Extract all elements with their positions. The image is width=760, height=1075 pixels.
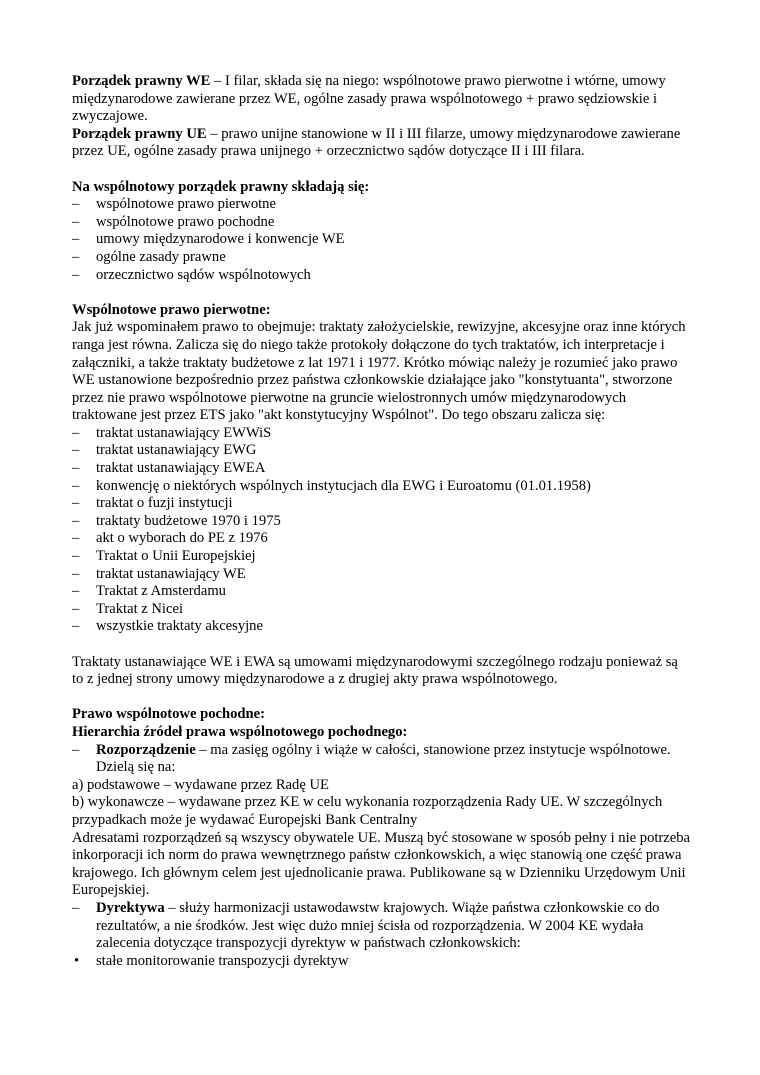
- list-item-text: Traktat z Nicei: [96, 600, 183, 617]
- transposition-list: [72, 953, 692, 971]
- list-item: [72, 566, 692, 584]
- bullet-marker: •: [74, 952, 80, 969]
- dash-marker: –: [72, 196, 80, 213]
- heading-primary-law: [72, 302, 692, 320]
- list-item: [72, 231, 692, 249]
- definition-porzadek-we: – I filar, składa się na niego: wspólnotowe prawo pierwotne i wtórne, umowy międzynarodowe zawierane przez WE, ogólne zasady prawa wspólnotowego + prawo sędziowskie i zwyczajowe.: [72, 73, 666, 125]
- dash-marker: –: [72, 266, 80, 283]
- dash-marker: –: [72, 899, 80, 916]
- list-item: [72, 442, 692, 460]
- list-item-text: wspólnotowe prawo pierwotne: [96, 196, 276, 213]
- list-item-text: Traktat z Amsterdamu: [96, 583, 226, 600]
- list-item: [72, 249, 692, 267]
- subheading-hierarchy-text: Hierarchia źródeł prawa wspólnotowego pochodnego:: [72, 723, 408, 740]
- list-item-text: orzecznictwo sądów wspólnotowych: [96, 266, 311, 283]
- list-item: [72, 478, 692, 496]
- list-item: [72, 601, 692, 619]
- list-item: [72, 425, 692, 443]
- list-item-text: wszystkie traktaty akcesyjne: [96, 618, 263, 635]
- dash-marker: –: [72, 424, 80, 441]
- heading-primary-law-text: Wspólnotowe prawo pierwotne:: [72, 301, 271, 318]
- dash-marker: –: [72, 530, 80, 547]
- list-item-regulation: [72, 742, 692, 777]
- list-item: [72, 548, 692, 566]
- list-item: [72, 214, 692, 232]
- list-item-text: akt o wyborach do PE z 1976: [96, 530, 268, 547]
- list-item: [72, 267, 692, 285]
- heading-order-text: Na wspólnotowy porządek prawny składają się:: [72, 178, 370, 195]
- list-item: [72, 530, 692, 548]
- list-item-text: umowy międzynarodowe i konwencje WE: [96, 231, 345, 248]
- paragraph-primary-law: Jak już wspominałem prawo to obejmuje: traktaty założycielskie, rewizyjne, akcesyjne oraz inne których ranga jest równa. Zalicza się do niego także protokoły dołączone do tych traktatów, ich interpretacje i załączniki, a także traktaty budżetowe z lat 1971 i 1977. Krótko mówiąc należy je rozumieć jako prawo WE ustanowione bezpośrednio przez państwa członkowskie działające jako "konstytuanta", stworzone przez nie prawo wspólnotowe pierwotne na gruncie wielostronnych umów międzynarodowych traktowane jest przez ETS jako "akt konstytucyjny Wspólnot". Do tego obszaru zalicza się:: [72, 319, 686, 424]
- list-item-text: konwencję o niektórych wspólnych instytucjach dla EWG i Euroatomu (01.01.1958): [96, 477, 591, 494]
- term-directive: Dyrektywa: [96, 899, 165, 916]
- list-item-text: traktat ustanawiający EWG: [96, 442, 257, 459]
- list-item: [72, 513, 692, 531]
- dash-marker: –: [72, 442, 80, 459]
- definition-porzadek-ue: – prawo unijne stanowione w II i III filarze, umowy międzynarodowe zawierane przez UE, ogólne zasady prawa unijnego + orzecznictwo sądów dotyczące II i III filara.: [72, 125, 681, 160]
- dash-marker: –: [72, 231, 80, 248]
- list-item-text: traktaty budżetowe 1970 i 1975: [96, 512, 281, 529]
- directive-list: [72, 900, 692, 953]
- dash-marker: –: [72, 213, 80, 230]
- document-body: [72, 73, 692, 970]
- term-porzadek-ue: Porządek prawny UE: [72, 125, 207, 142]
- spacer: [72, 689, 692, 707]
- spacer: [72, 161, 692, 179]
- subheading-hierarchy: [72, 724, 692, 742]
- heading-secondary-law: [72, 706, 692, 724]
- dash-marker: –: [72, 512, 80, 529]
- definition-regulation: – ma zasięg ogólny i wiąże w całości, stanowione przez instytucje wspólnotowe. Dzielą się na:: [96, 741, 671, 776]
- list-item-text: traktat ustanawiający EWEA: [96, 460, 266, 477]
- spacer: [72, 284, 692, 302]
- list-item-text: traktat ustanawiający EWWiS: [96, 424, 272, 441]
- order-list: [72, 196, 692, 284]
- definition-directive: – służy harmonizacji ustawodawstw krajowych. Wiąże państwa członkowskie co do rezultatów, a nie środków. Jest więc dużo mniej ścisła od rozporządzenia. W 2004 KE wydała zalecenia dotyczące transpozycji dyrektyw w państwach członkowskich:: [96, 899, 660, 952]
- list-item: [72, 953, 692, 971]
- list-item-text: wspólnotowe prawo pochodne: [96, 213, 275, 230]
- paragraph-regulation-addressees: Adresatami rozporządzeń są wszyscy obywatele UE. Muszą być stosowane w sposób pełny i nie potrzeba inkorporacji ich norm do prawa wewnętrznego państw członkowskich, a więc stanowią one część prawa krajowego. Ich głównym celem jest ujednolicanie prawa. Publikowane są w Dzienniku Urzędowym Unii Europejskiej.: [72, 829, 691, 899]
- list-item-text: traktat o fuzji instytucji: [96, 495, 233, 512]
- heading-secondary-law-text: Prawo wspólnotowe pochodne:: [72, 706, 265, 723]
- heading-order: [72, 179, 692, 197]
- list-item-text: traktat ustanawiający WE: [96, 565, 246, 582]
- dash-marker: –: [72, 565, 80, 582]
- dash-marker: –: [72, 583, 80, 600]
- paragraph-porzadek-we: [72, 73, 692, 126]
- list-item: [72, 618, 692, 636]
- regulation-list: [72, 742, 692, 777]
- spacer: [72, 636, 692, 654]
- dash-marker: –: [72, 495, 80, 512]
- dash-marker: –: [72, 248, 80, 265]
- list-item: [72, 460, 692, 478]
- list-item-directive: [72, 900, 692, 953]
- list-item-text: Traktat o Unii Europejskiej: [96, 548, 256, 565]
- dash-marker: –: [72, 618, 80, 635]
- dash-marker: –: [72, 460, 80, 477]
- term-porzadek-we: Porządek prawny WE: [72, 73, 211, 89]
- list-item: [72, 196, 692, 214]
- term-regulation: Rozporządzenie: [96, 741, 196, 758]
- list-item-text: stałe monitorowanie transpozycji dyrektyw: [96, 952, 349, 969]
- regulation-type-a: a) podstawowe – wydawane przez Radę UE: [72, 776, 329, 793]
- primary-law-list: [72, 425, 692, 636]
- list-item: [72, 495, 692, 513]
- dash-marker: –: [72, 548, 80, 565]
- list-item-text: ogólne zasady prawne: [96, 248, 226, 265]
- paragraph-porzadek-ue: [72, 126, 692, 161]
- dash-marker: –: [72, 477, 80, 494]
- paragraph-treaties: Traktaty ustanawiające WE i EWA są umowami międzynarodowymi szczególnego rodzaju ponieważ są to z jednej strony umowy międzynarodowe a z drugiej akty prawa wspólnotowego.: [72, 653, 678, 688]
- list-item: [72, 583, 692, 601]
- dash-marker: –: [72, 600, 80, 617]
- dash-marker: –: [72, 741, 80, 758]
- regulation-type-b: b) wykonawcze – wydawane przez KE w celu wykonania rozporządzenia Rady UE. W szczególnych przypadkach może je wydawać Europejski Bank Centralny: [72, 794, 663, 828]
